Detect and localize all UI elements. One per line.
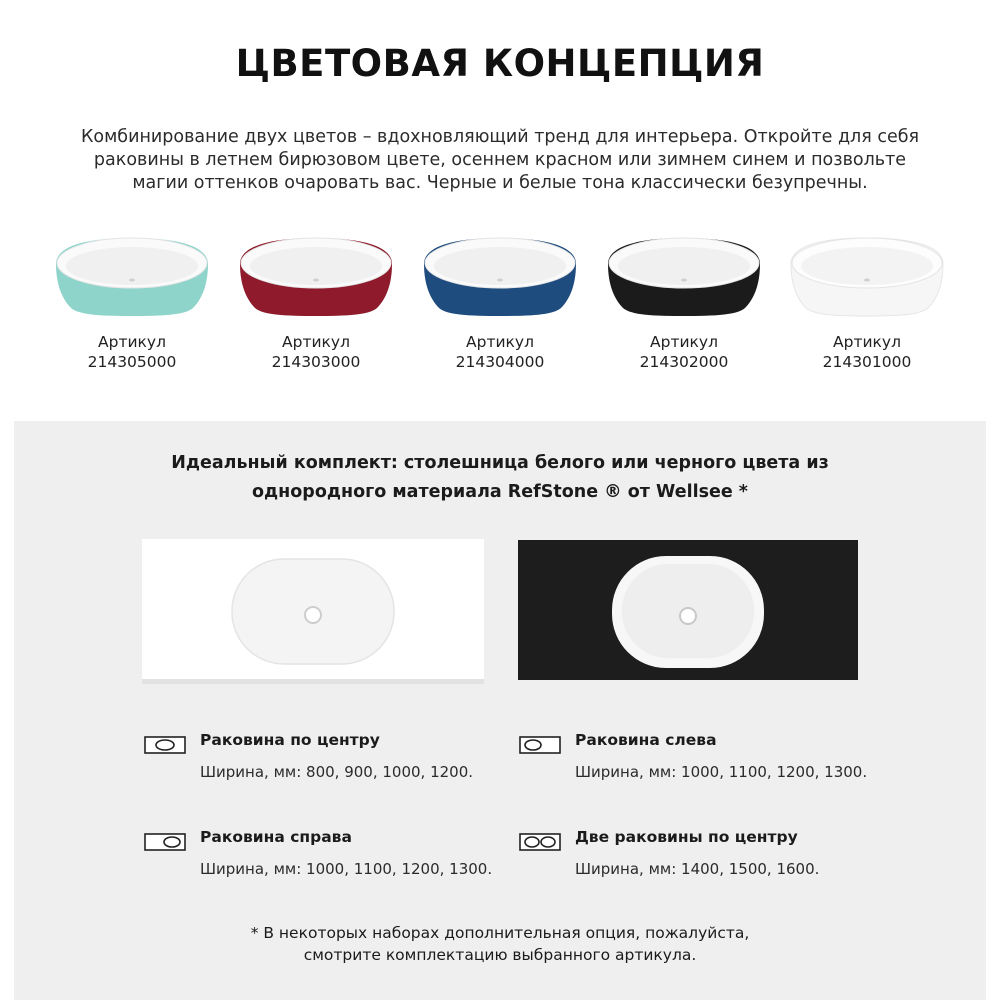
footnote-line-2: смотрите комплектацию выбранного артикула. bbox=[303, 946, 697, 964]
black-countertop-image bbox=[518, 540, 858, 680]
basin-label: Артикул bbox=[98, 333, 166, 351]
sink-left-icon bbox=[519, 736, 561, 754]
option-title: Раковина слева bbox=[575, 731, 717, 749]
drain-icon bbox=[497, 279, 503, 282]
basin-article: 214301000 bbox=[822, 353, 912, 371]
option-widths: Ширина, мм: 1000, 1100, 1200, 1300. bbox=[575, 763, 868, 781]
intro-line-2: раковины в летнем бирюзовом цвете, осеннем красном или зимнем синем и позвольте bbox=[93, 150, 907, 170]
option-title: Раковина справа bbox=[200, 828, 352, 846]
sink-right-icon bbox=[144, 833, 186, 851]
panel-heading-line-1: Идеальный комплект: столешница белого или черного цвета из bbox=[171, 453, 829, 473]
drain-icon bbox=[305, 607, 321, 623]
drain-icon bbox=[313, 279, 319, 282]
intro-text bbox=[40, 126, 960, 195]
intro-line-3: магии оттенков очаровать вас. Черные и белые тона классически безупречны. bbox=[132, 173, 868, 193]
option-title: Две раковины по центру bbox=[575, 828, 798, 846]
basin-article: 214305000 bbox=[87, 353, 177, 371]
basin-item-blue[interactable] bbox=[410, 236, 590, 372]
intro-line-1: Комбинирование двух цветов – вдохновляющий тренд для интерьера. Откройте для себя bbox=[80, 127, 920, 147]
white-countertop-image bbox=[142, 539, 484, 684]
basin-label: Артикул bbox=[833, 333, 901, 351]
page-title: ЦВЕТОВАЯ КОНЦЕПЦИЯ bbox=[235, 42, 765, 85]
basin-label: Артикул bbox=[650, 333, 718, 351]
basin-article: 214304000 bbox=[455, 353, 545, 371]
basin-item-white[interactable] bbox=[777, 236, 957, 372]
footnote-line-1: * В некоторых наборах дополнительная опция, пожалуйста, bbox=[250, 924, 750, 942]
basin-blue-image bbox=[421, 236, 579, 318]
panel-heading-line-2: однородного материала RefStone ® от Wellsee * bbox=[252, 482, 748, 502]
basin-black-image bbox=[605, 236, 763, 318]
drain-icon bbox=[864, 279, 870, 282]
drain-icon bbox=[681, 279, 687, 282]
basin-label: Артикул bbox=[466, 333, 534, 351]
double-sink-icon bbox=[519, 833, 561, 851]
basin-turquoise-image bbox=[53, 236, 211, 318]
basin-red-image bbox=[237, 236, 395, 318]
option-widths: Ширина, мм: 800, 900, 1000, 1200. bbox=[200, 763, 474, 781]
option-widths: Ширина, мм: 1000, 1100, 1200, 1300. bbox=[200, 860, 493, 878]
option-widths: Ширина, мм: 1400, 1500, 1600. bbox=[575, 860, 820, 878]
countertop-panel bbox=[14, 421, 986, 1000]
basin-gallery bbox=[0, 236, 1000, 376]
basin-article: 214302000 bbox=[639, 353, 729, 371]
basin-item-turquoise[interactable] bbox=[42, 236, 222, 372]
option-title: Раковина по центру bbox=[200, 731, 380, 749]
sink-center-icon bbox=[144, 736, 186, 754]
countertop-edge bbox=[142, 679, 484, 684]
basin-label: Артикул bbox=[282, 333, 350, 351]
drain-icon bbox=[680, 608, 696, 624]
basin-item-black[interactable] bbox=[594, 236, 774, 372]
panel-heading bbox=[14, 449, 986, 507]
basin-article: 214303000 bbox=[271, 353, 361, 371]
footnote bbox=[14, 922, 986, 966]
basin-item-red[interactable] bbox=[226, 236, 406, 372]
drain-icon bbox=[129, 279, 135, 282]
basin-white-image bbox=[788, 236, 946, 318]
